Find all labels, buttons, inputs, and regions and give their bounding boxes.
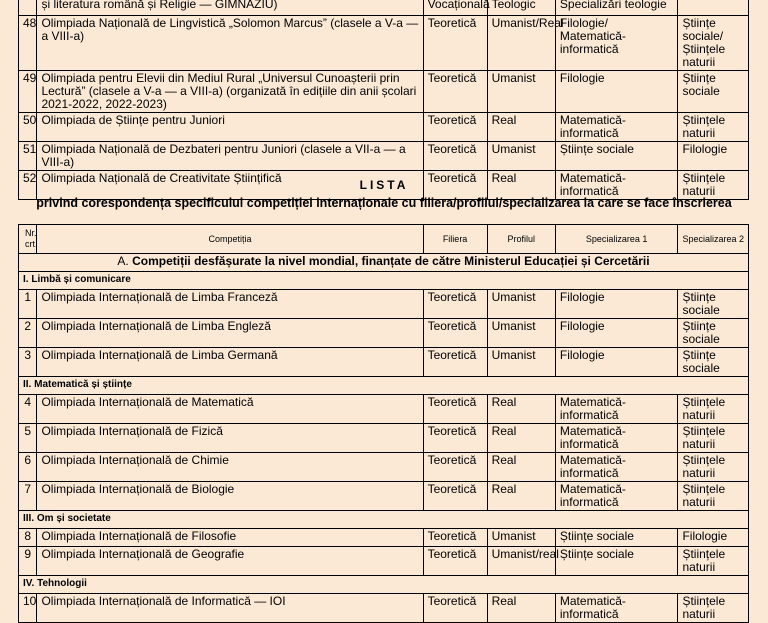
row-number: 52 (19, 171, 37, 200)
row-competition: Olimpiada pentru Elevii din Mediul Rural „Universul Cunoașterii prin Lectură” (clasele a V-a — a VIII-a) (organizată în edițiile din anii școlari 2021-2022, 2022-2023) (37, 71, 423, 113)
row-specializare-1: Filologie (555, 319, 678, 348)
row-number: 7 (19, 482, 37, 511)
table-row (19, 290, 749, 319)
header-specializare-2: Specializarea 2 (678, 225, 749, 254)
row-profil: Umanist (487, 348, 555, 377)
row-profil: Umanist (487, 71, 555, 113)
row-competition: Olimpiada Națională de Dezbateri pentru Juniori (clasele a VII-a — a VIII-a) (37, 142, 423, 171)
row-filiera: Teoretică (423, 453, 487, 482)
row-competition: Olimpiada Internațională de Geografie (37, 547, 423, 576)
section-a-label: Competiții desfășurate la nivel mondial, finanțate de către Ministerul Educației și Cercetării (132, 254, 650, 268)
national-olympiad-table (18, 0, 749, 200)
header-specializare-1: Specializarea 1 (555, 225, 678, 254)
row-profil: Real (487, 171, 555, 200)
category-title: I. Limbă și comunicare (19, 272, 749, 290)
row-specializare-2: Științele naturii (678, 594, 749, 623)
row-profil: Umanist/Real (487, 16, 555, 71)
row-competition: Olimpiada Internațională de Matematică (37, 395, 423, 424)
row-profil: Real (487, 113, 555, 142)
row-filiera: Teoretică (423, 348, 487, 377)
row-specializare-2: Științele naturii (678, 453, 749, 482)
row-profil: Umanist (487, 142, 555, 171)
row-competition: și literatura română și Religie — GIMNAZIU) (37, 0, 423, 16)
row-filiera: Teoretică (423, 290, 487, 319)
row-profil: Real (487, 424, 555, 453)
row-specializare-2: Filologie (678, 529, 749, 547)
table-row (19, 594, 749, 623)
category-title: II. Matematică și științe (19, 377, 749, 395)
row-specializare-2: Științele naturii (678, 424, 749, 453)
row-specializare-1: Matematică-informatică (555, 453, 678, 482)
row-specializare-1: Științe sociale (555, 529, 678, 547)
row-specializare-2: Științele naturii (678, 113, 749, 142)
row-number: 6 (19, 453, 37, 482)
category-row (19, 511, 749, 529)
row-competition: Olimpiada Internațională de Limba Franceză (37, 290, 423, 319)
row-specializare-2: Filologie (678, 142, 749, 171)
row-specializare-2: Științe sociale/ Științele naturii (678, 16, 749, 71)
row-competition: Olimpiada Internațională de Informatică — IOI (37, 594, 423, 623)
row-profil: Umanist (487, 290, 555, 319)
row-specializare-1: Filologie (555, 290, 678, 319)
row-specializare-2: Științele naturii (678, 395, 749, 424)
row-profil: Real (487, 395, 555, 424)
row-number (19, 0, 37, 16)
header-profil: Profilul (487, 225, 555, 254)
row-specializare-2: Științele naturii (678, 547, 749, 576)
row-specializare-2: Științe sociale (678, 348, 749, 377)
row-number: 48 (19, 16, 37, 71)
row-filiera: Teoretică (423, 319, 487, 348)
table-row (19, 529, 749, 547)
table-row (19, 453, 749, 482)
row-filiera: Teoretică (423, 171, 487, 200)
row-filiera: Vocațională (423, 0, 487, 16)
row-competition: Olimpiada Internațională de Chimie (37, 453, 423, 482)
row-competition: Olimpiada de Științe pentru Juniori (37, 113, 423, 142)
row-filiera: Teoretică (423, 547, 487, 576)
row-profil: Real (487, 482, 555, 511)
row-specializare-1: Științe sociale (555, 547, 678, 576)
category-row (19, 272, 749, 290)
section-a-title (19, 254, 749, 272)
header-nr: Nr. crt. (19, 225, 37, 254)
table-row (19, 142, 749, 171)
row-profil: Umanist/real (487, 547, 555, 576)
row-profil: Real (487, 594, 555, 623)
header-filiera: Filiera (423, 225, 487, 254)
row-competition: Olimpiada Națională de Lingvistică „Solomon Marcus” (clasele a V-a — a VIII-a) (37, 16, 423, 71)
row-competition: Olimpiada Internațională de Fizică (37, 424, 423, 453)
row-competition: Olimpiada Internațională de Limba Engleză (37, 319, 423, 348)
table-row (19, 319, 749, 348)
row-filiera: Teoretică (423, 424, 487, 453)
international-competition-table (18, 224, 749, 623)
row-number: 1 (19, 290, 37, 319)
row-number: 3 (19, 348, 37, 377)
row-specializare-1: Matematică-informatică (555, 482, 678, 511)
table-row (19, 113, 749, 142)
row-profil: Real (487, 453, 555, 482)
row-number: 51 (19, 142, 37, 171)
row-specializare-1: Matematică-informatică (555, 171, 678, 200)
row-specializare-1: Matematică-informatică (555, 395, 678, 424)
row-specializare-1: Filologie (555, 71, 678, 113)
row-filiera: Teoretică (423, 71, 487, 113)
row-specializare-1: Filologie/ Matematică-informatică (555, 16, 678, 71)
row-competition: Olimpiada Națională de Creativitate Științifică (37, 171, 423, 200)
row-number: 10 (19, 594, 37, 623)
row-number: 49 (19, 71, 37, 113)
row-number: 4 (19, 395, 37, 424)
row-specializare-1: Matematică-informatică (555, 594, 678, 623)
row-filiera: Teoretică (423, 113, 487, 142)
row-filiera: Teoretică (423, 482, 487, 511)
table-row (19, 348, 749, 377)
section-a-row (19, 254, 749, 272)
category-row (19, 576, 749, 594)
row-specializare-2: Științele naturii (678, 171, 749, 200)
row-competition: Olimpiada Internațională de Limba Germană (37, 348, 423, 377)
row-specializare-2: Științe sociale (678, 290, 749, 319)
row-filiera: Teoretică (423, 16, 487, 71)
list-subtitle: privind corespondența specificului competiției internaționale cu filiera/profilul/specializarea la care se face înscrierea (36, 196, 732, 210)
row-specializare-2: Științe sociale (678, 71, 749, 113)
row-number: 5 (19, 424, 37, 453)
category-row (19, 377, 749, 395)
table-row (19, 424, 749, 453)
row-specializare-1: Filologie (555, 348, 678, 377)
list-title: LISTA (359, 178, 409, 192)
table-row (19, 547, 749, 576)
table-row (19, 0, 749, 16)
row-number: 2 (19, 319, 37, 348)
row-specializare-2: Științele naturii (678, 482, 749, 511)
list-heading (0, 178, 768, 211)
row-number: 9 (19, 547, 37, 576)
row-specializare-1: Științe sociale (555, 142, 678, 171)
header-competition: Competiția (37, 225, 423, 254)
row-profil: Umanist (487, 529, 555, 547)
table-row (19, 71, 749, 113)
row-profil: Umanist (487, 319, 555, 348)
row-specializare-1: Matematică-informatică (555, 113, 678, 142)
row-filiera: Teoretică (423, 594, 487, 623)
row-specializare-2: Științe sociale (678, 319, 749, 348)
row-number: 50 (19, 113, 37, 142)
table-row (19, 16, 749, 71)
category-title: IV. Tehnologii (19, 576, 749, 594)
row-competition: Olimpiada Internațională de Filosofie (37, 529, 423, 547)
section-a-prefix: A. (117, 254, 129, 268)
category-title: III. Om și societate (19, 511, 749, 529)
row-number: 8 (19, 529, 37, 547)
row-profil: Teologic (487, 0, 555, 16)
table-row (19, 482, 749, 511)
row-filiera: Teoretică (423, 395, 487, 424)
row-filiera: Teoretică (423, 529, 487, 547)
row-competition: Olimpiada Internațională de Biologie (37, 482, 423, 511)
table-row (19, 395, 749, 424)
row-specializare-1: Matematică-informatică (555, 424, 678, 453)
table-header-row (19, 225, 749, 254)
row-filiera: Teoretică (423, 142, 487, 171)
row-specializare-2 (678, 0, 749, 16)
row-specializare-1: Specializări teologie (555, 0, 678, 16)
